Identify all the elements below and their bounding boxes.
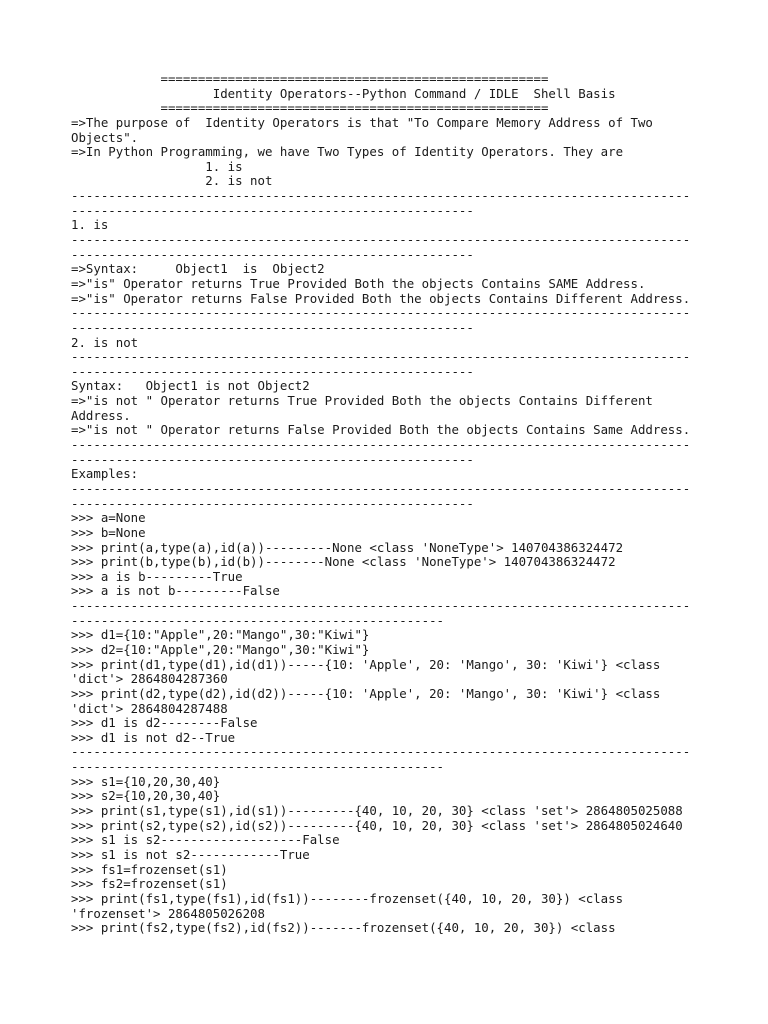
text-line: 2. is not — [71, 334, 139, 350]
code-line: >>> print(s2,type(s2),id(s2))---------{40, 10, 20, 30} <class 'set'> 2864805024640 — [71, 817, 683, 833]
code-line: >>> d1 is d2--------False — [71, 715, 258, 731]
text-line: =>"is not " Operator returns True Provided Both the objects Contains Different — [71, 393, 653, 409]
text-line: =>Syntax: Object1 is Object2 — [71, 261, 325, 277]
page-title: Identity Operators--Python Command / IDLE Shell Basis — [71, 85, 616, 101]
code-line: >>> print(fs1,type(fs1),id(fs1))--------frozenset({40, 10, 20, 30}) <class — [71, 890, 624, 906]
title-rule: ==================================================== — [71, 100, 549, 116]
text-line: 2. is not — [71, 173, 273, 189]
code-line: >>> print(d1,type(d1),id(d1))-----{10: 'Apple', 20: 'Mango', 30: 'Kiwi'} <class — [71, 656, 661, 672]
separator-line: ----------------------------------------------------------------------------------- — [71, 744, 691, 760]
text-line: Objects". — [71, 129, 139, 145]
separator-line: ------------------------------------------------------ — [71, 495, 474, 511]
text-line: Address. — [71, 407, 131, 423]
code-line: >>> print(s1,type(s1),id(s1))---------{40, 10, 20, 30} <class 'set'> 2864805025088 — [71, 803, 683, 819]
separator-line: ----------------------------------------------------------------------------------- — [71, 188, 691, 204]
separator-line: ------------------------------------------------------ — [71, 363, 474, 379]
code-line: >>> print(d2,type(d2),id(d2))-----{10: 'Apple', 20: 'Mango', 30: 'Kiwi'} <class — [71, 685, 661, 701]
separator-line: -------------------------------------------------- — [71, 612, 444, 628]
text-line: =>"is" Operator returns True Provided Both the objects Contains SAME Address. — [71, 275, 646, 291]
separator-line: ------------------------------------------------------ — [71, 246, 474, 262]
separator-line: ----------------------------------------------------------------------------------- — [71, 305, 691, 321]
text-line: Examples: — [71, 466, 139, 482]
code-line: >>> d1={10:"Apple",20:"Mango",30:"Kiwi"} — [71, 627, 370, 643]
code-line: >>> s1={10,20,30,40} — [71, 773, 221, 789]
title-rule: ==================================================== — [71, 71, 549, 86]
code-line: >>> d1 is not d2--True — [71, 729, 236, 745]
code-line: >>> s1 is not s2------------True — [71, 846, 310, 862]
code-line: >>> fs1=frozenset(s1) — [71, 861, 228, 877]
code-line: >>> fs2=frozenset(s1) — [71, 876, 228, 892]
text-line: =>The purpose of Identity Operators is that "To Compare Memory Address of Two — [71, 114, 653, 130]
code-line: >>> b=None — [71, 524, 146, 540]
separator-line: ------------------------------------------------------ — [71, 202, 474, 218]
text-line: 'dict'> 2864804287488 — [71, 700, 228, 716]
document-body — [71, 72, 761, 936]
separator-line: ----------------------------------------------------------------------------------- — [71, 349, 691, 365]
separator-line: ------------------------------------------------------ — [71, 319, 474, 335]
code-line: >>> d2={10:"Apple",20:"Mango",30:"Kiwi"} — [71, 641, 370, 657]
text-line: =>In Python Programming, we have Two Types of Identity Operators. They are — [71, 144, 624, 160]
text-line: =>"is" Operator returns False Provided Both the objects Contains Different Address. — [71, 290, 691, 306]
code-line: >>> print(fs2,type(fs2),id(fs2))-------frozenset({40, 10, 20, 30}) <class — [71, 920, 616, 936]
code-line: >>> print(b,type(b),id(b))--------None <class 'NoneType'> 140704386324472 — [71, 554, 616, 570]
code-line: >>> print(a,type(a),id(a))---------None <class 'NoneType'> 140704386324472 — [71, 539, 624, 555]
text-line: =>"is not " Operator returns False Provided Both the objects Contains Same Address. — [71, 422, 691, 438]
separator-line: -------------------------------------------------- — [71, 759, 444, 775]
separator-line: ----------------------------------------------------------------------------------- — [71, 232, 691, 248]
text-line: 'frozenset'> 2864805026208 — [71, 905, 265, 921]
separator-line: ----------------------------------------------------------------------------------- — [71, 437, 691, 453]
text-line: 1. is — [71, 158, 243, 174]
code-line: >>> s1 is s2-------------------False — [71, 832, 340, 848]
text-line: 1. is — [71, 217, 109, 233]
code-line: >>> a is not b---------False — [71, 583, 280, 599]
separator-line: ----------------------------------------------------------------------------------- — [71, 598, 691, 614]
code-line: >>> a is b---------True — [71, 568, 243, 584]
document-page — [71, 72, 761, 936]
separator-line: ------------------------------------------------------ — [71, 451, 474, 467]
text-line: 'dict'> 2864804287360 — [71, 671, 228, 687]
text-line: Syntax: Object1 is not Object2 — [71, 378, 310, 394]
code-line: >>> s2={10,20,30,40} — [71, 788, 221, 804]
separator-line: ----------------------------------------------------------------------------------- — [71, 480, 691, 496]
code-line: >>> a=None — [71, 510, 146, 526]
